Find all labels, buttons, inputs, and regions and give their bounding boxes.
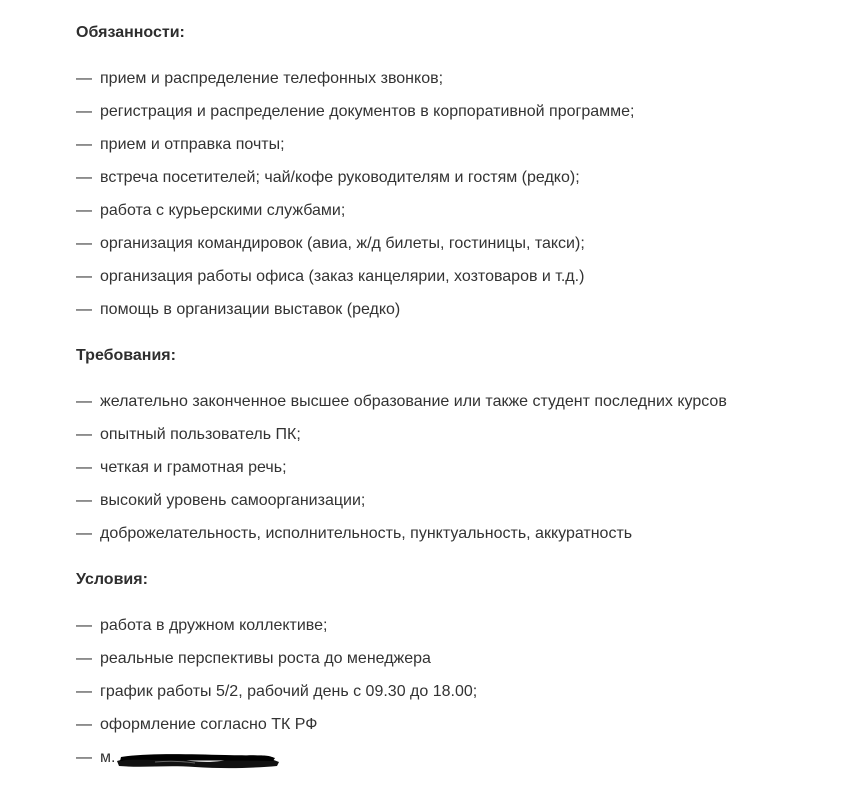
list-item-text: встреча посетителей; чай/кофе руководителям и гостям (редко); (100, 169, 580, 186)
list-item-text: организация работы офиса (заказ канцелярии, хозтоваров и т.д.) (100, 268, 585, 285)
list-dash: — (76, 749, 92, 766)
list-item-text: высокий уровень самоорганизации; (100, 492, 366, 509)
list-item (76, 748, 115, 768)
list-item (76, 425, 301, 445)
list-item (76, 616, 327, 636)
list-item-text: помощь в организации выставок (редко) (100, 301, 401, 318)
list-item-text: регистрация и распределение документов в корпоративной программе; (100, 103, 635, 120)
list-item-text: работа в дружном коллективе; (100, 617, 328, 634)
list-item-text: м. (100, 749, 116, 766)
list-dash: — (76, 136, 92, 153)
list-item (76, 201, 345, 221)
list-item (76, 458, 287, 478)
list-dash: — (76, 202, 92, 219)
list-dash: — (76, 301, 92, 318)
list-dash: — (76, 492, 92, 509)
section-heading-requirements: Требования: (76, 347, 176, 364)
list-item (76, 135, 285, 155)
list-item (76, 491, 365, 511)
list-item (76, 392, 727, 412)
list-dash: — (76, 617, 92, 634)
list-item (76, 168, 580, 188)
list-item-text: график работы 5/2, рабочий день с 09.30 до 18.00; (100, 683, 478, 700)
list-dash: — (76, 716, 92, 733)
list-item-text: организация командировок (авиа, ж/д билеты, гостиницы, такси); (100, 235, 585, 252)
list-item-text: доброжелательность, исполнительность, пунктуальность, аккуратность (100, 525, 633, 542)
redaction-mark (115, 752, 281, 770)
list-item-text: желательно законченное высшее образование или также студент последних курсов (100, 393, 727, 410)
list-dash: — (76, 169, 92, 186)
list-dash: — (76, 459, 92, 476)
list-dash: — (76, 70, 92, 87)
list-item (76, 715, 317, 735)
list-item (76, 649, 431, 669)
list-item-text: работа с курьерскими службами; (100, 202, 346, 219)
list-item-text: опытный пользователь ПК; (100, 426, 301, 443)
section-heading-duties: Обязанности: (76, 24, 185, 41)
list-item-text: оформление согласно ТК РФ (100, 716, 318, 733)
list-dash: — (76, 650, 92, 667)
list-dash: — (76, 426, 92, 443)
list-item-text: реальные перспективы роста до менеджера (100, 650, 431, 667)
list-item (76, 234, 585, 254)
list-item (76, 524, 632, 544)
list-dash: — (76, 268, 92, 285)
list-dash: — (76, 103, 92, 120)
list-dash: — (76, 525, 92, 542)
list-item-text: четкая и грамотная речь; (100, 459, 287, 476)
list-item (76, 102, 634, 122)
list-item (76, 69, 443, 89)
list-dash: — (76, 235, 92, 252)
section-heading-conditions: Условия: (76, 571, 148, 588)
list-item-text: прием и распределение телефонных звонков; (100, 70, 444, 87)
list-item (76, 300, 400, 320)
list-item (76, 267, 584, 287)
list-item-text: прием и отправка почты; (100, 136, 285, 153)
list-dash: — (76, 683, 92, 700)
list-item (76, 682, 477, 702)
list-dash: — (76, 393, 92, 410)
